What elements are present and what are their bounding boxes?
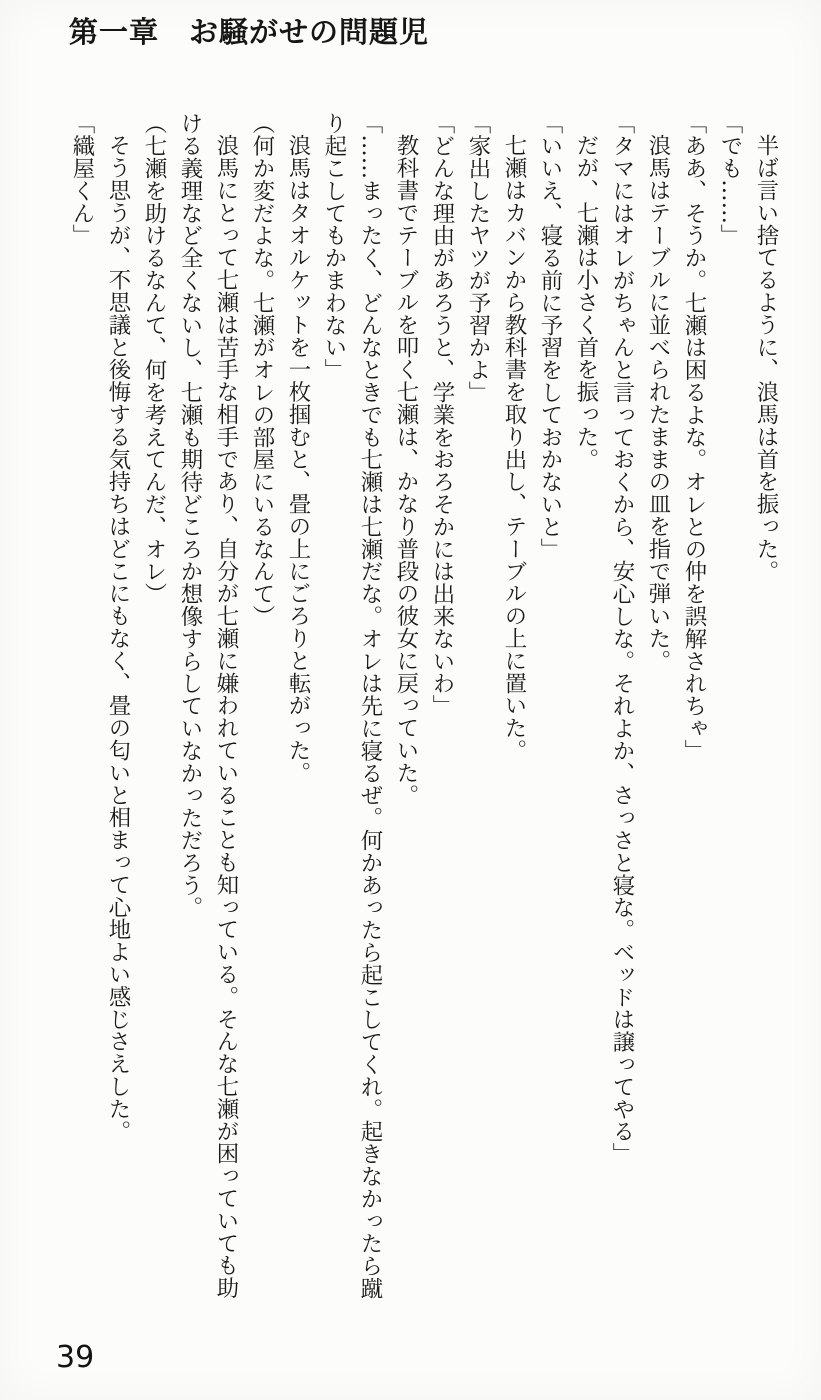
paragraph: 「家出したヤツが予習かよ」 [465,112,491,404]
paragraph: そう思うが、不思議と後悔する気持ちはどこにもなく、畳の匂いと相まって心地よい感じさえした。 [105,134,131,1143]
paragraph: 「タマにはオレがちゃんと言っておくから、安心しな。それよか、さっさと寝な。ベッドは譲ってやる」 [609,112,635,1165]
paragraph: 教科書でテーブルを叩く七瀬は、かなり普段の彼女に戻っていた。 [393,134,419,807]
page-number: 39 [56,1340,95,1375]
paragraph: 「ああ、そうか。七瀬は困るよな。オレとの仲を誤解されちゃ」 [681,112,707,762]
paragraph: 「でも……」 [717,112,743,247]
paragraph: 半ば言い捨てるように、浪馬は首を振った。 [753,134,779,583]
paragraph: 七瀬はカバンから教科書を取り出し、テーブルの上に置いた。 [501,134,527,762]
paragraph: だが、七瀬は小さく首を振った。 [573,134,599,471]
paragraph: 浪馬はテーブルに並べられたままの皿を指で弾いた。 [645,134,671,672]
paragraph: 浪馬にとって七瀬は苦手な相手であり、自分が七瀬に嫌われていることも知っている。そんな七瀬が困っていても助ける義理など全くないし、七瀬も期待どころか想像すらしていなかっただろう。 [177,112,239,1300]
paragraph: （何か変だよな。七瀬がオレの部屋にいるなんて） [249,112,275,628]
paragraph: 「織屋くん」 [69,112,95,247]
paragraph: 浪馬はタオルケットを一枚掴むと、畳の上にごろりと転がった。 [285,134,311,784]
paragraph: 「いいえ、寝る前に予習をしておかないと」 [537,112,563,560]
paragraph: 「どんな理由があろうと、学業をおろそかには出来ないわ」 [429,112,455,717]
body-text [63,112,784,1308]
paragraph: 「……まったく、どんなときでも七瀬は七瀬だな。オレは先に寝るぜ。何かあったら起こしてくれ。起きなかったら蹴り起こしてもかまわない」 [321,112,383,1300]
chapter-title: 第一章 お騒がせの問題児 [69,15,430,49]
paragraph: （七瀬を助けるなんて、何を考えてんだ、オレ） [141,112,167,605]
